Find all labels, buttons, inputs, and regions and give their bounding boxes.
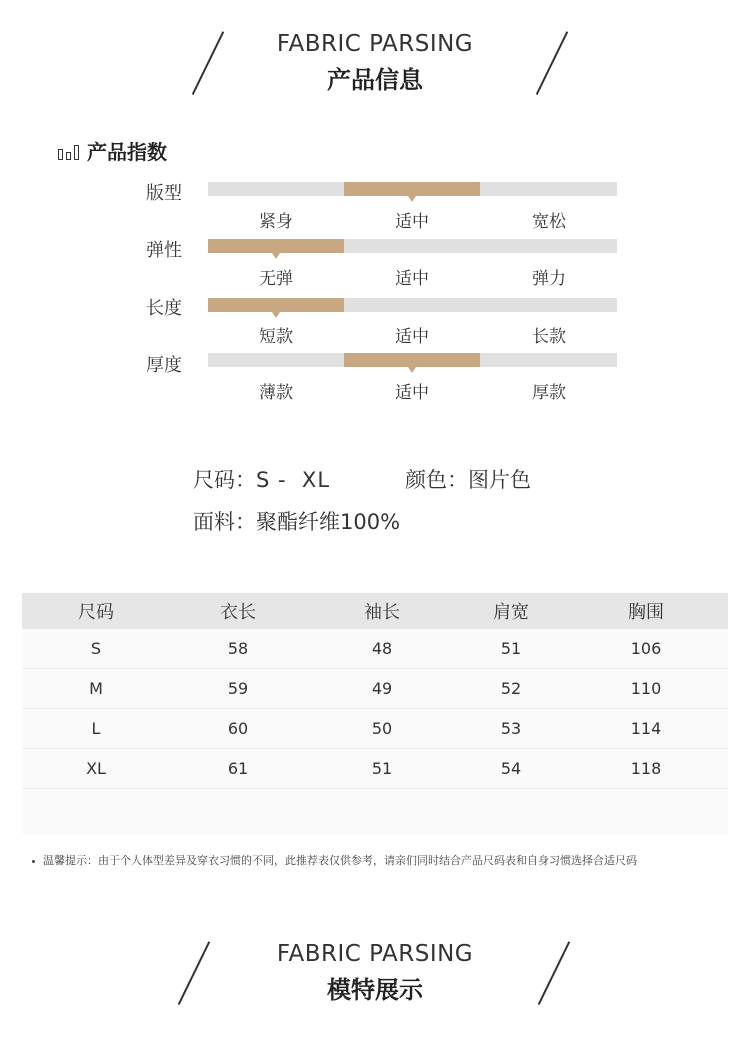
color-info [405,464,531,494]
table-row-empty [22,789,728,834]
table-cell: 110 [630,679,662,698]
size-label: 尺码： [193,468,256,492]
size-tip-note [32,852,637,868]
fabric-info [193,506,400,536]
table-header-row [22,593,728,629]
indicator-pointer [408,367,416,373]
index-option: 薄款 [259,383,293,403]
index-indicator-fit [344,182,480,196]
index-label-elasticity: 弹性 [146,240,182,261]
index-option: 厚款 [532,383,566,403]
index-indicator-length [208,298,344,312]
table-header-cell: 肩宽 [493,602,529,623]
table-cell: 52 [500,679,522,698]
table-cell: 49 [371,679,393,698]
index-option: 无弹 [259,269,293,289]
table-cell: M [89,679,103,698]
index-indicator-elasticity [208,239,344,253]
table-header-cell: 胸围 [628,602,664,623]
color-value: 图片色 [468,468,531,492]
index-option: 紧身 [259,212,293,232]
table-cell: 58 [227,639,249,658]
table-row [22,669,728,709]
section-header-chinese: 模特展示 [327,976,423,1004]
section-header-model-show [0,938,750,1018]
table-cell: 61 [227,759,249,778]
table-cell: 51 [500,639,522,658]
size-range-info [193,464,330,494]
index-track-fit [208,182,617,196]
size-tip-text: 温馨提示：由于个人体型差异及穿衣习惯的不同，此推荐表仅供参考，请亲们同时结合产品尺码表和自身习惯选择合适尺码 [43,854,637,867]
table-cell: 50 [371,719,393,738]
table-cell: 53 [500,719,522,738]
index-track-length [208,298,617,312]
section-header-english: FABRIC PARSING [276,31,474,57]
index-label-length: 长度 [146,298,182,319]
table-cell: 60 [227,719,249,738]
bullet-icon [32,860,35,863]
index-option: 适中 [395,269,429,289]
indicator-pointer [272,253,280,259]
table-header-cell: 衣长 [220,602,256,623]
table-cell: 118 [630,759,662,778]
section-header-english: FABRIC PARSING [276,941,474,967]
section-header-chinese: 产品信息 [327,66,423,94]
index-option: 短款 [259,327,293,347]
size-value: S - XL [256,468,331,492]
index-option: 宽松 [532,212,566,232]
table-row [22,709,728,749]
table-cell: 106 [630,639,662,658]
fabric-value: 聚酯纤维100% [256,510,401,534]
index-option: 弹力 [532,269,566,289]
section-header-product-info [0,28,750,108]
index-option: 长款 [532,327,566,347]
indicator-pointer [408,196,416,202]
index-option: 适中 [395,383,429,403]
index-label-fit: 版型 [146,183,182,204]
table-cell: S [90,639,102,658]
table-cell: 59 [227,679,249,698]
table-cell: 51 [371,759,393,778]
index-track-elasticity [208,239,617,253]
table-cell: 114 [630,719,662,738]
bar-chart-icon [58,142,79,160]
index-option: 适中 [395,327,429,347]
table-row [22,629,728,669]
table-cell: 54 [500,759,522,778]
table-row [22,749,728,789]
table-cell: L [91,719,101,738]
indicator-pointer [272,312,280,318]
index-label-thickness: 厚度 [146,355,182,376]
size-table [22,593,728,834]
index-indicator-thickness [344,353,480,367]
index-track-thickness [208,353,617,367]
index-option: 适中 [395,212,429,232]
product-index-title [58,136,167,165]
table-header-cell: 尺码 [78,602,114,623]
product-index-heading: 产品指数 [87,140,167,164]
color-label: 颜色： [405,468,468,492]
fabric-label: 面料： [193,510,256,534]
table-cell: XL [86,759,106,778]
table-header-cell: 袖长 [364,602,400,623]
table-cell: 48 [371,639,393,658]
